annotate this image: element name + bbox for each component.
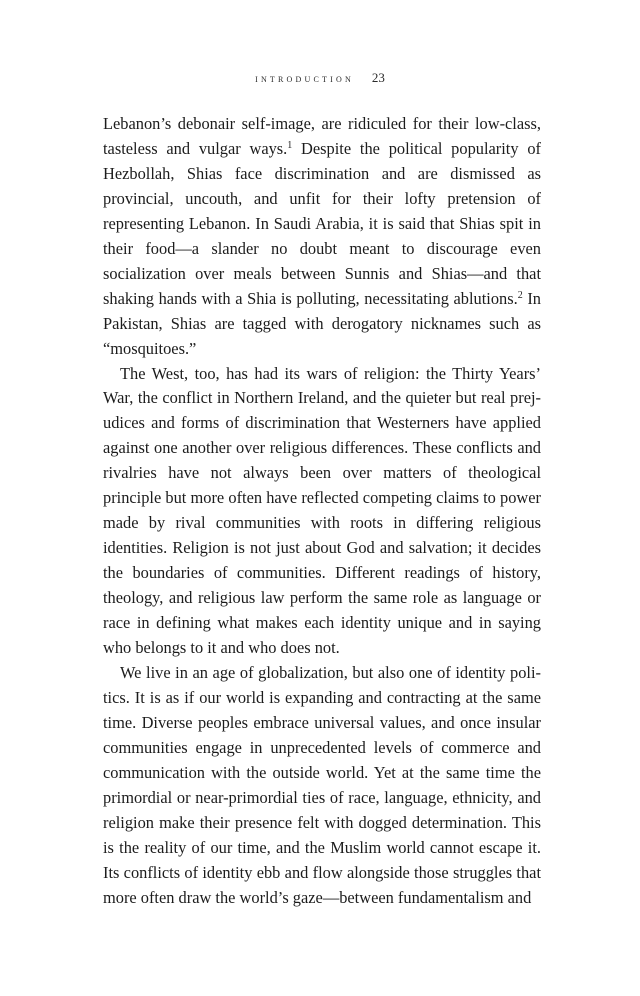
paragraph-1-text-b: Despite the political popularity of Hezbollah, Shias face discrimination and are dismissed as provincial, uncouth, and unfit for their lofty pretension of representing Lebanon. In Saudi Arabia, it is said that Shias spit in their food—a slander no doubt meant to discourage even socialization over meals between Sunnis and Shias—and that shaking hands with a Shia is polluting, necessitating ablutions. bbox=[103, 138, 541, 308]
body-text bbox=[103, 112, 541, 911]
footnote-ref-1: 1 bbox=[287, 139, 293, 151]
paragraph-1 bbox=[103, 112, 541, 362]
paragraph-3: We live in an age of globalization, but also one of identity politics. It is as if our world is expanding and contracting at the same time. Diverse peoples embrace universal values, and once insular communities engage in unprecedented levels of commerce and communication with the outside world. Yet at the same time the primordial or near-primordial ties of race, language, ethnicity, and religion make their presence felt with dogged determination. This is the reality of our time, and the Muslim world cannot escape it. Its conflicts of identity ebb and flow alongside those struggles that more often draw the world’s gaze—between fundamentalism and bbox=[103, 662, 541, 907]
paragraph-1-text-c: In Pakistan, Shias are tagged with derogatory nicknames such as “mosquitoes.” bbox=[103, 288, 541, 358]
page-number: 23 bbox=[371, 70, 385, 85]
running-head bbox=[0, 69, 640, 87]
paragraph-2: The West, too, has had its wars of religion: the Thirty Years’ War, the conflict in Northern Ireland, and the quieter but real prejudices and forms of discrimination that Westerners have applied against one another over religious differences. These conflicts and rivalries have not always been over matters of theological principle but more often have reflected competing claims to power made by rival communities with roots in differing religious identities. Religion is not just about God and salvation; it decides the boundaries of communities. Different readings of history, theology, and religious law perform the same role as language or race in defining what makes each identity unique and in saying who belongs to it and who does not. bbox=[103, 363, 541, 658]
running-head-title: introduction bbox=[255, 71, 354, 85]
paragraph-1-text-a: Lebanon’s debonair self-image, are ridiculed for their low-class, tasteless and vulgar ways. bbox=[103, 114, 541, 158]
footnote-ref-2: 2 bbox=[517, 289, 523, 301]
